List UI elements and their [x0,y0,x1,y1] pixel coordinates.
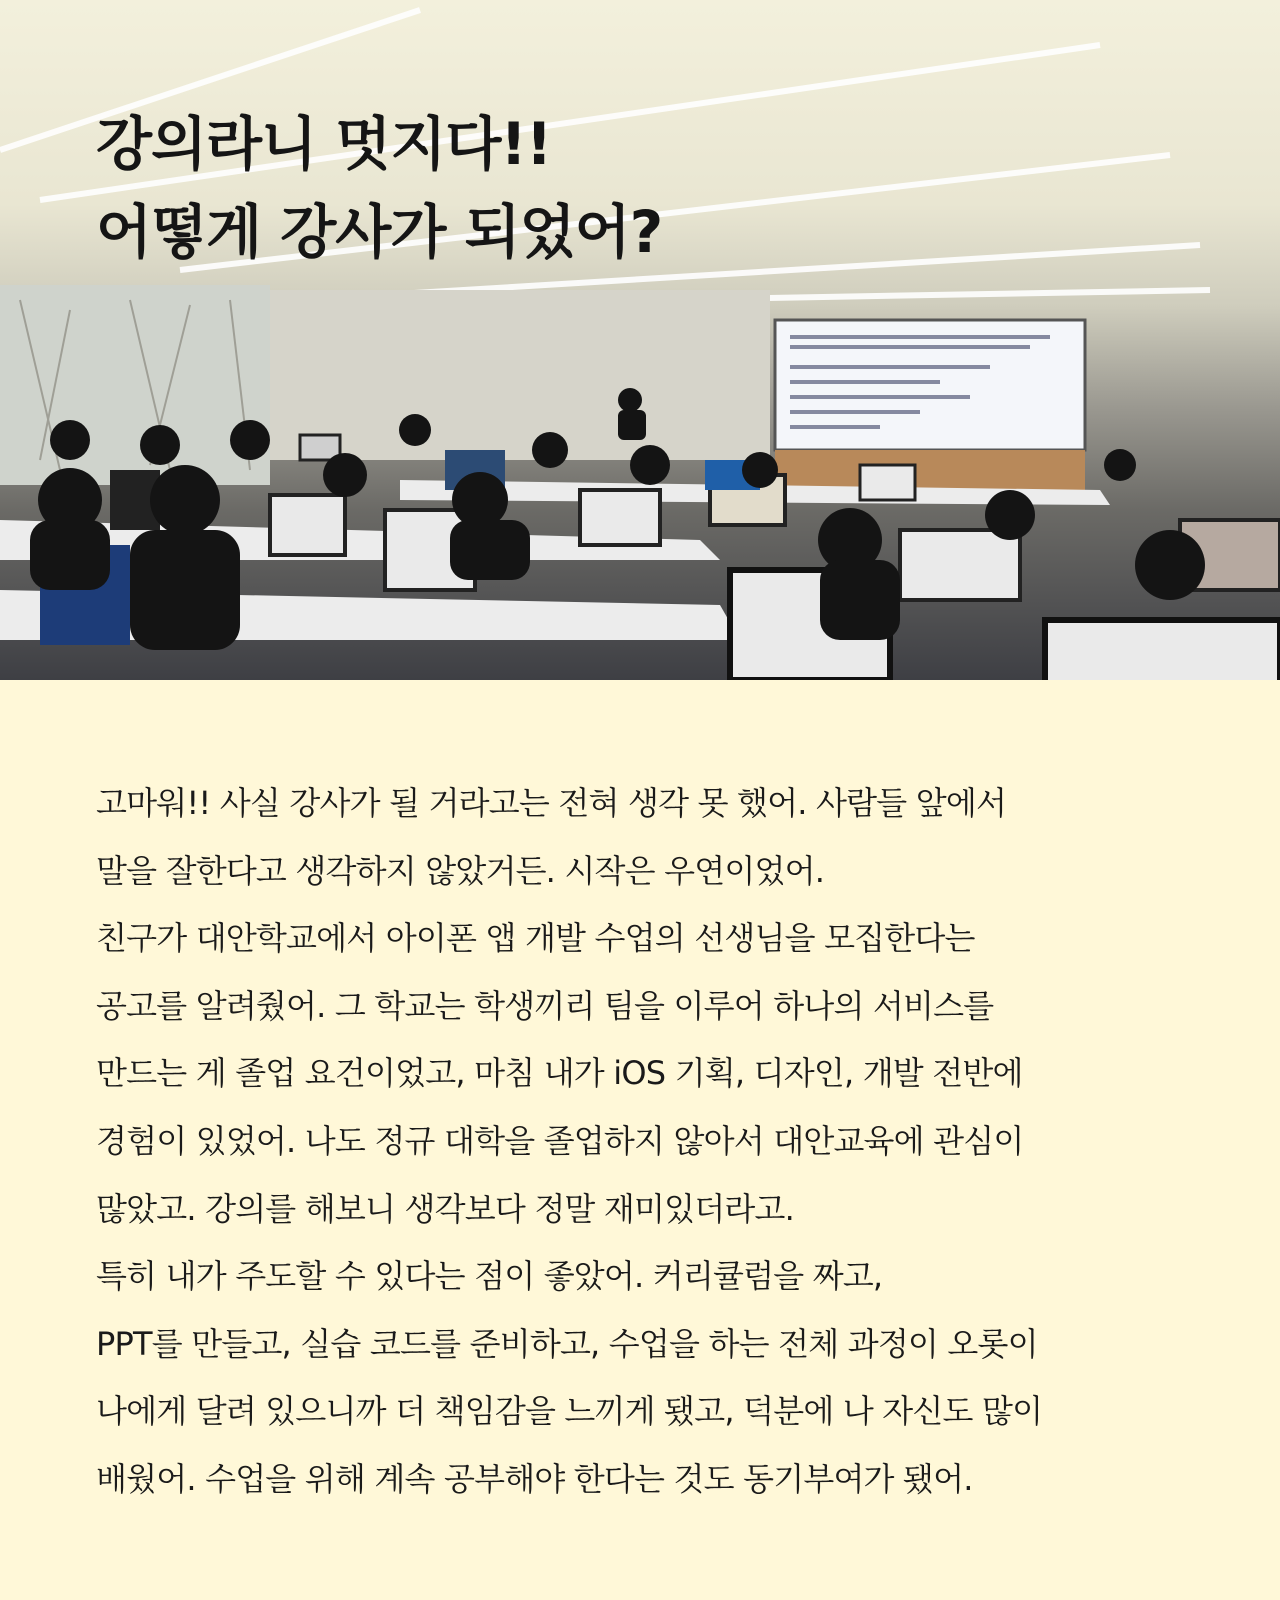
body-line: 공고를 알려줬어. 그 학교는 학생끼리 팀을 이루어 하나의 서비스를 [96,986,994,1025]
body-line: 만드는 게 졸업 요건이었고, 마침 내가 iOS 기획, 디자인, 개발 전반에 [96,1054,1023,1093]
title-line-1: 강의라니 멋지다!! [96,110,552,178]
body-line: 나에게 달려 있으니까 더 책임감을 느끼게 됐고, 덕분에 나 자신도 많이 [96,1392,1043,1431]
body-line: 고마워!! 사실 강사가 될 거라고는 전혀 생각 못 했어. 사람들 앞에서 [96,784,1007,822]
projector-screen [775,320,1085,450]
title-line-2: 어떻게 강사가 되었어? [96,198,663,266]
body-line: 경험이 있었어. 나도 정규 대학을 졸업하지 않아서 대안교육에 관심이 [96,1121,1024,1160]
body-line: 많았고. 강의를 해보니 생각보다 정말 재미있더라고. [96,1189,794,1228]
body-line: PPT를 만들고, 실습 코드를 준비하고, 수업을 하는 전체 과정이 오롯이 [96,1324,1038,1363]
classroom-photo [0,0,1280,680]
body-line: 배웠어. 수업을 위해 계속 공부해야 한다는 것도 동기부여가 됐어. [96,1459,973,1498]
page-title [96,100,662,276]
body-text [96,770,1196,1514]
body-line: 특히 내가 주도할 수 있다는 점이 좋았어. 커리큘럼을 짜고, [96,1257,883,1296]
body-line: 말을 잘한다고 생각하지 않았거든. 시작은 우연이었어. [96,851,825,890]
body-line: 친구가 대안학교에서 아이폰 앱 개발 수업의 선생님을 모집한다는 [96,919,975,958]
